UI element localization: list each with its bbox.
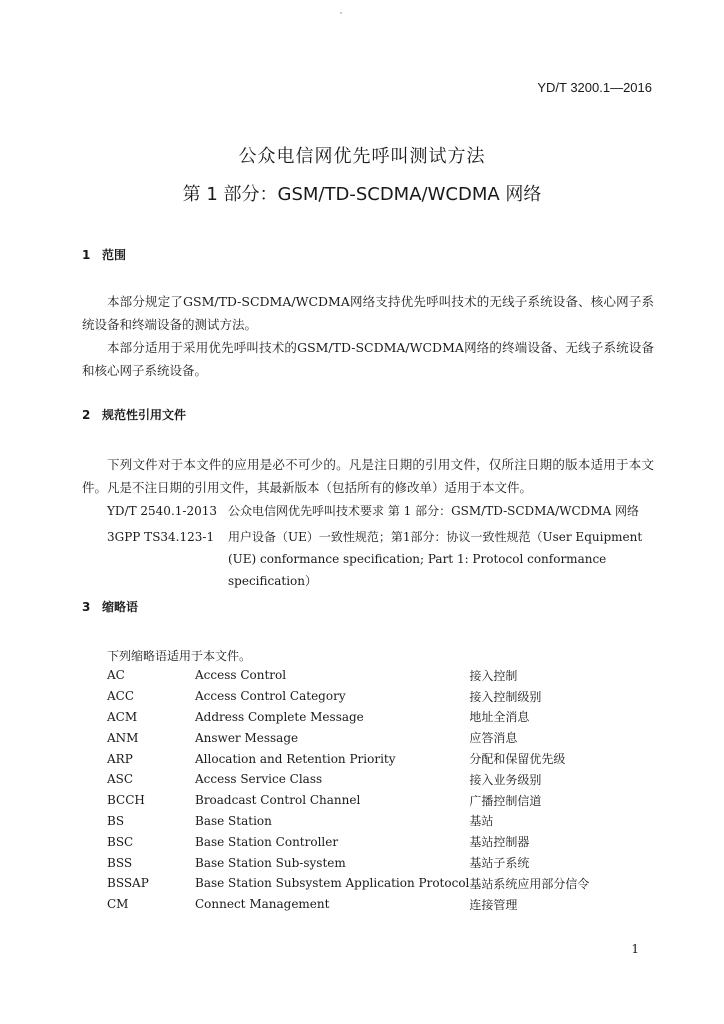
- section-heading-3: [82, 598, 138, 615]
- document-title: 公众电信网优先呼叫测试方法: [238, 146, 486, 167]
- chinese-cell: 连接管理: [469, 897, 518, 912]
- section-1-body: [82, 290, 654, 382]
- section-title: 缩略语: [102, 600, 139, 614]
- abbr-cell: AC: [107, 668, 125, 683]
- abbr-cell: ACC: [107, 689, 135, 704]
- abbreviations-intro: 下列缩略语适用于本文件。: [107, 649, 252, 663]
- abbr-cell: ANM: [107, 730, 139, 745]
- abbr-cell: BS: [107, 813, 125, 828]
- abbreviations-table: [107, 665, 609, 915]
- chinese-cell: 地址全消息: [469, 710, 530, 725]
- reference-item: [107, 526, 654, 592]
- table-row: [107, 790, 609, 811]
- chinese-cell: 接入业务级别: [469, 772, 542, 787]
- paragraph: 本部分规定了GSM/TD-SCDMA/WCDMA网络支持优先呼叫技术的无线子系统设备、核心网子系统设备和终端设备的测试方法。: [82, 294, 654, 332]
- section-heading-1: [82, 246, 126, 263]
- section-heading-2: [82, 406, 186, 423]
- paragraph: 本部分适用于采用优先呼叫技术的GSM/TD-SCDMA/WCDMA网络的终端设备、无线子系统设备和核心网子系统设备。: [82, 340, 654, 378]
- english-cell: Address Complete Message: [195, 709, 364, 724]
- table-row: [107, 748, 609, 769]
- table-row: [107, 894, 609, 915]
- chinese-cell: 分配和保留优先级: [469, 752, 566, 767]
- reference-code: 3GPP TS34.123-1: [107, 530, 215, 544]
- document-subtitle: 第 1 部分：GSM/TD-SCDMA/WCDMA 网络: [182, 184, 542, 205]
- table-row: [107, 707, 609, 728]
- chinese-cell: 应答消息: [469, 731, 518, 746]
- english-cell: Base Station Controller: [195, 834, 339, 849]
- chinese-cell: 基站系统应用部分信令: [469, 876, 590, 891]
- chinese-cell: 基站: [469, 814, 494, 829]
- chinese-cell: 接入控制: [469, 668, 518, 683]
- chinese-cell: 基站子系统: [469, 856, 530, 871]
- abbr-cell: BSSAP: [107, 876, 149, 891]
- english-cell: Broadcast Control Channel: [195, 793, 361, 808]
- section-title: 范围: [102, 248, 127, 262]
- section-title: 规范性引用文件: [102, 408, 187, 422]
- reference-item: [107, 500, 654, 522]
- english-cell: Connect Management: [195, 897, 330, 912]
- section-number: 3: [82, 600, 91, 614]
- page-number: 1: [631, 942, 639, 956]
- english-cell: Access Control Category: [195, 689, 346, 704]
- chinese-cell: 基站控制器: [469, 835, 530, 850]
- english-cell: Access Service Class: [195, 772, 323, 787]
- english-cell: Base Station Subsystem Application Protocol: [195, 876, 470, 891]
- table-row: [107, 873, 609, 894]
- table-row: [107, 769, 609, 790]
- chinese-cell: 广播控制信道: [469, 793, 542, 808]
- chinese-cell: 接入控制级别: [469, 689, 542, 704]
- english-cell: Access Control: [195, 668, 287, 683]
- english-cell: Base Station: [195, 813, 272, 828]
- section-number: 2: [82, 408, 91, 422]
- reference-text: 用户设备（UE）一致性规范；第1部分：协议一致性规范（User Equipment (UE) conformance specification; Part 1: Protocol conformance specification）: [228, 530, 643, 588]
- table-row: [107, 686, 609, 707]
- reference-text: 公众电信网优先呼叫技术要求 第 1 部分：GSM/TD-SCDMA/WCDMA 网络: [228, 504, 640, 518]
- table-row: [107, 665, 609, 686]
- table-row: [107, 727, 609, 748]
- abbr-cell: BCCH: [107, 793, 145, 808]
- abbr-cell: BSC: [107, 834, 134, 849]
- english-cell: Base Station Sub-system: [195, 855, 346, 870]
- abbr-cell: CM: [107, 897, 129, 912]
- standard-code: YD/T 3200.1—2016: [537, 80, 652, 95]
- section-2-body: [82, 453, 654, 499]
- scan-speck: [340, 12, 342, 14]
- table-row: [107, 811, 609, 832]
- abbr-cell: ARP: [107, 751, 133, 766]
- section-number: 1: [82, 248, 91, 262]
- abbr-cell: BSS: [107, 855, 133, 870]
- english-cell: Allocation and Retention Priority: [195, 751, 396, 766]
- english-cell: Answer Message: [195, 730, 299, 745]
- table-row: [107, 831, 609, 852]
- table-row: [107, 852, 609, 873]
- paragraph: 下列文件对于本文件的应用是必不可少的。凡是注日期的引用文件，仅所注日期的版本适用于本文件。凡是不注日期的引用文件，其最新版本（包括所有的修改单）适用于本文件。: [82, 457, 654, 495]
- abbr-cell: ASC: [107, 772, 134, 787]
- reference-code: YD/T 2540.1-2013: [107, 504, 217, 518]
- abbr-cell: ACM: [107, 709, 138, 724]
